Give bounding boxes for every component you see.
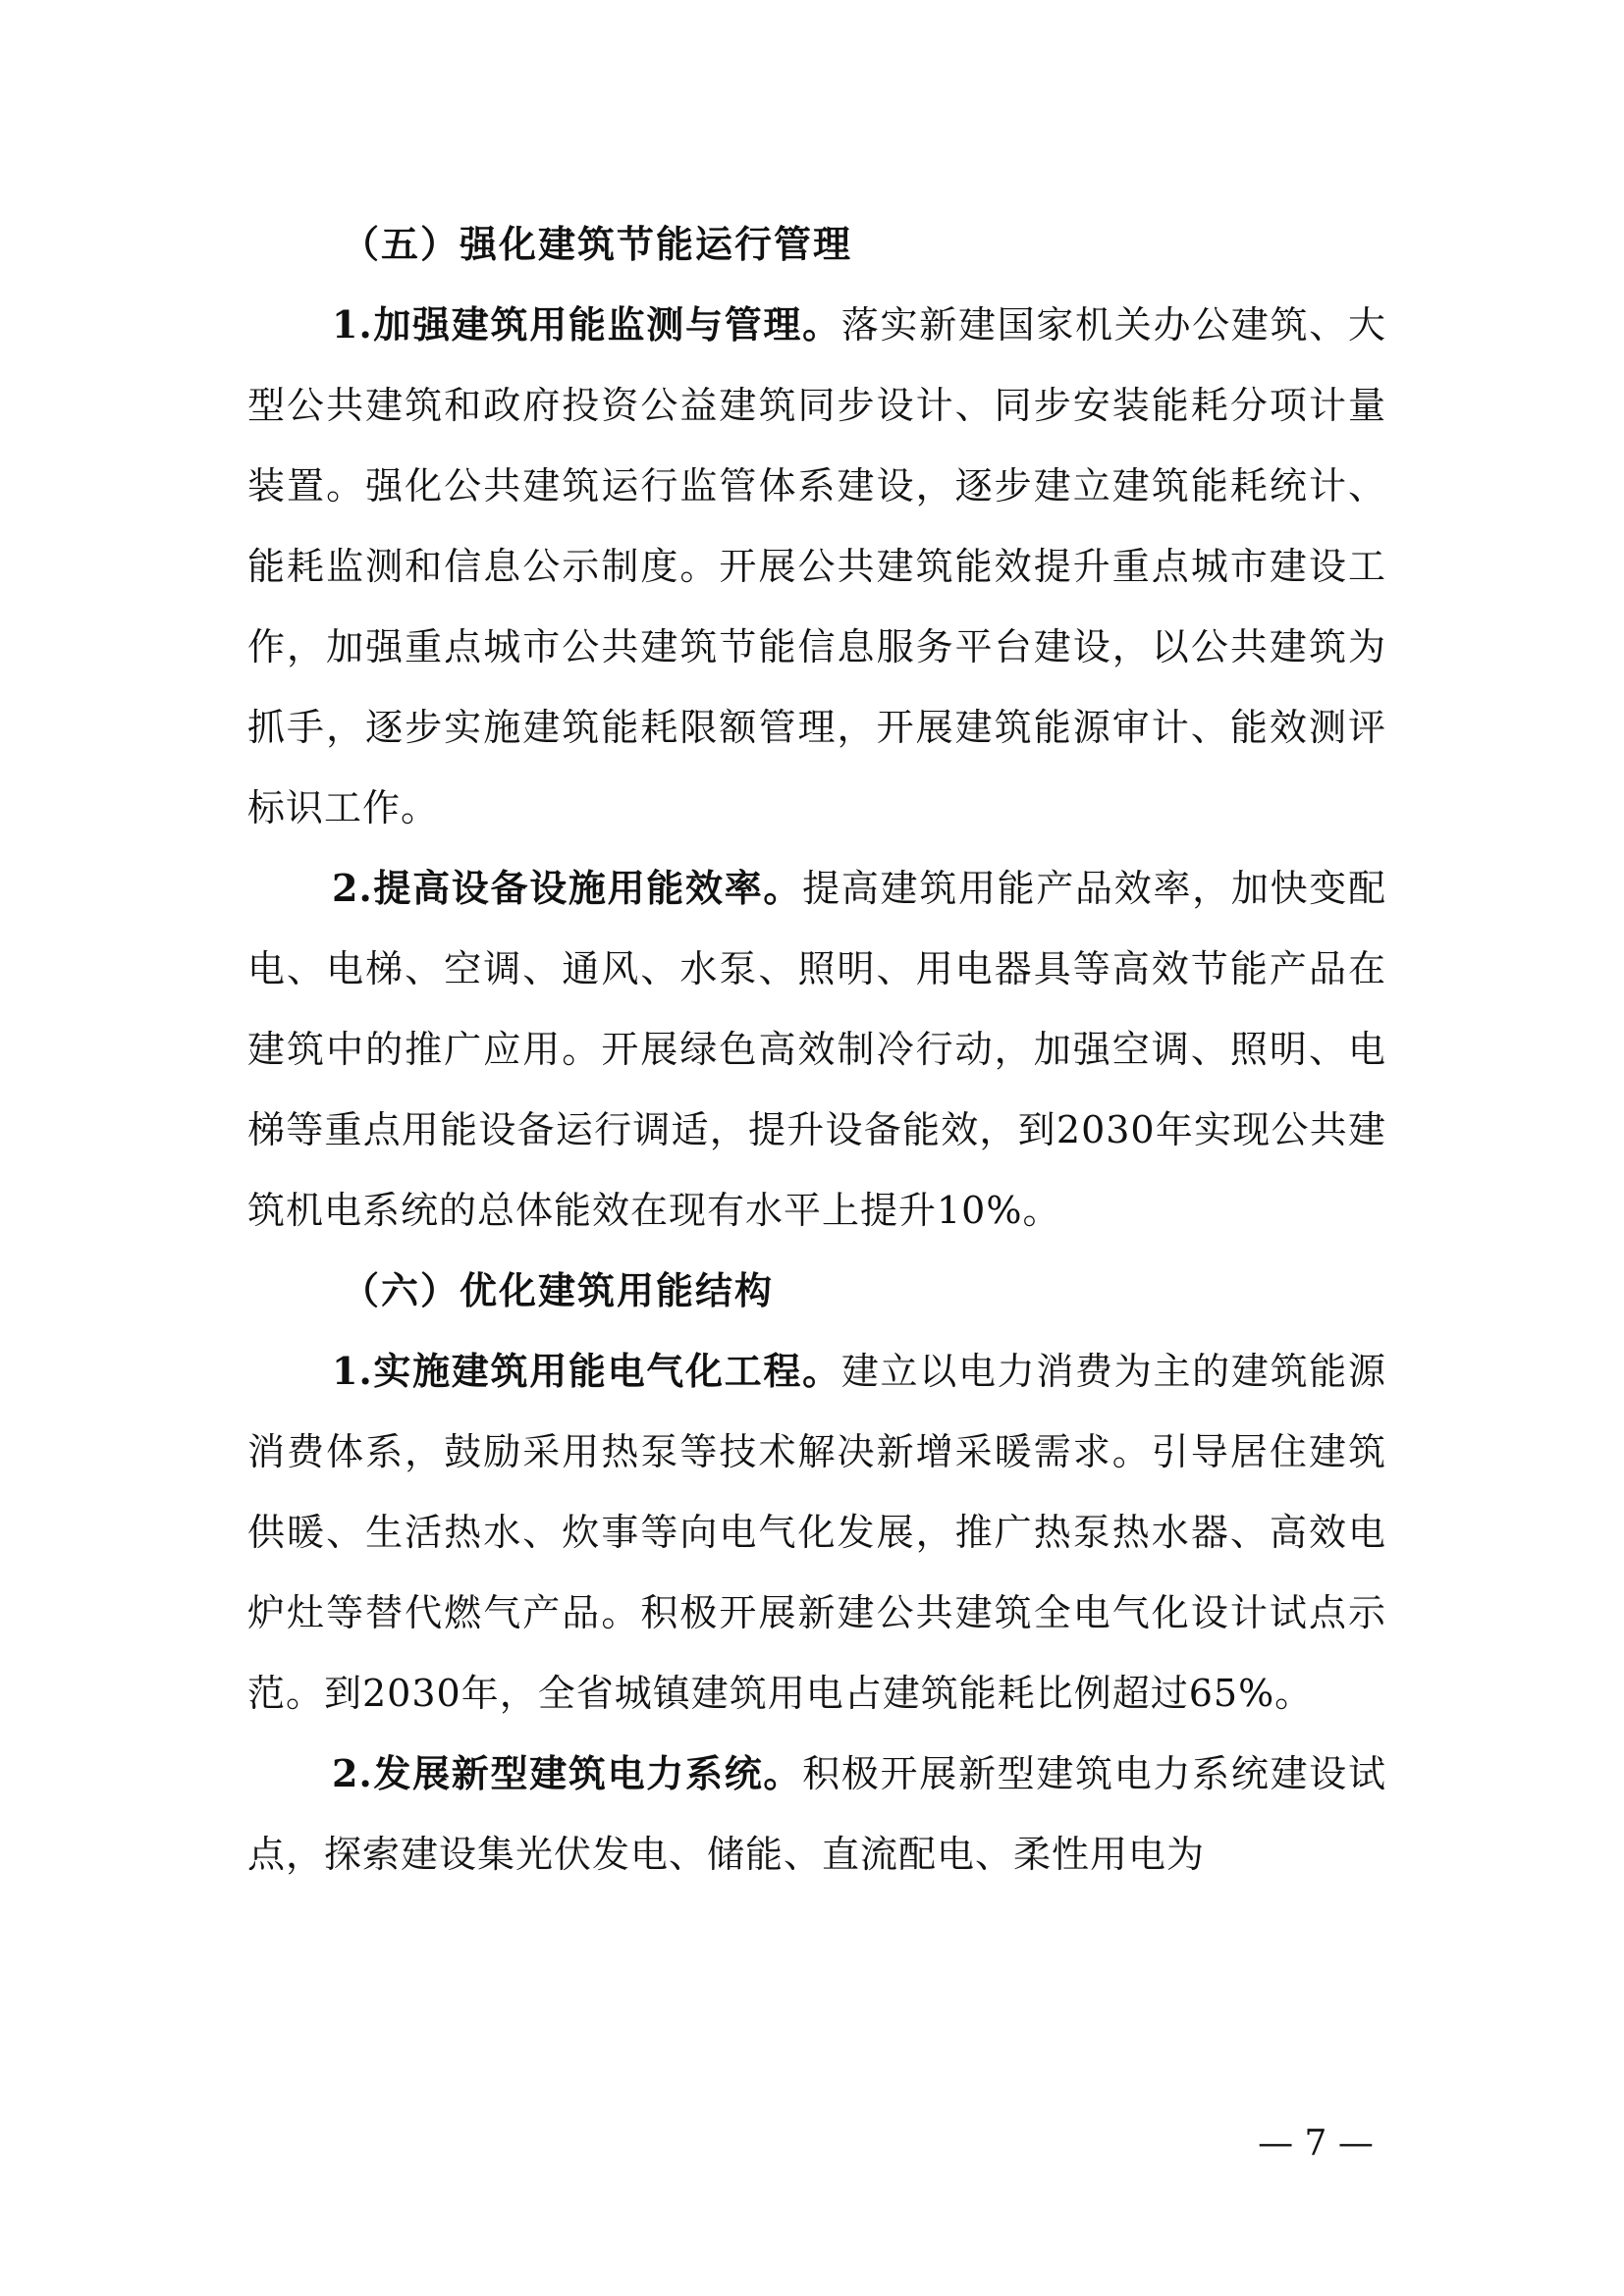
section-heading-6: （六）优化建筑用能结构: [342, 1268, 775, 1312]
document-body: [247, 204, 1386, 1895]
section-heading-5: （五）强化建筑节能运行管理: [342, 222, 853, 266]
paragraph-lead: 1.加强建筑用能监测与管理。: [332, 302, 841, 347]
paragraph-text: 建立以电力消费为主的建筑能源消费体系，鼓励采用热泵等技术解决新增采暖需求。引导居住建筑供暖、生活热水、炊事等向电气化发展，推广热泵热水器、高效电炉灶等替代燃气产品。积极开展新建公共建筑全电气化设计试点示范。到2030年，全省城镇建筑用电占建筑能耗比例超过65%。: [247, 1350, 1386, 1715]
paragraph-lead: 1.实施建筑用能电气化工程。: [332, 1349, 841, 1393]
paragraph-building-energy-monitoring: [247, 285, 1386, 848]
paragraph-text: 提高建筑用能产品效率，加快变配电、电梯、空调、通风、水泵、照明、用电器具等高效节能产品在建筑中的推广应用。开展绿色高效制冷行动，加强空调、照明、电梯等重点用能设备运行调适，提升设备能效，到2030年实现公共建筑机电系统的总体能效在现有水平上提升10%。: [247, 867, 1386, 1232]
paragraph-equipment-efficiency: [247, 848, 1386, 1251]
paragraph-text: 落实新建国家机关办公建筑、大型公共建筑和政府投资公益建筑同步设计、同步安装能耗分项计量装置。强化公共建筑运行监管体系建设，逐步建立建筑能耗统计、能耗监测和信息公示制度。开展公共建筑能效提升重点城市建设工作，加强重点城市公共建筑节能信息服务平台建设，以公共建筑为抓手，逐步实施建筑能耗限额管理，开展建筑能源审计、能效测评标识工作。: [247, 303, 1386, 829]
page-number: — 7 —: [1258, 2123, 1374, 2163]
paragraph-new-power-system: [247, 1734, 1386, 1895]
paragraph-lead: 2.发展新型建筑电力系统。: [332, 1751, 803, 1795]
paragraph-electrification: [247, 1331, 1386, 1734]
paragraph-lead: 2.提高设备设施用能效率。: [332, 866, 803, 910]
paragraph-text: 积极开展新型建筑电力系统建设试点，探索建设集光伏发电、储能、直流配电、柔性用电为: [247, 1752, 1386, 1876]
